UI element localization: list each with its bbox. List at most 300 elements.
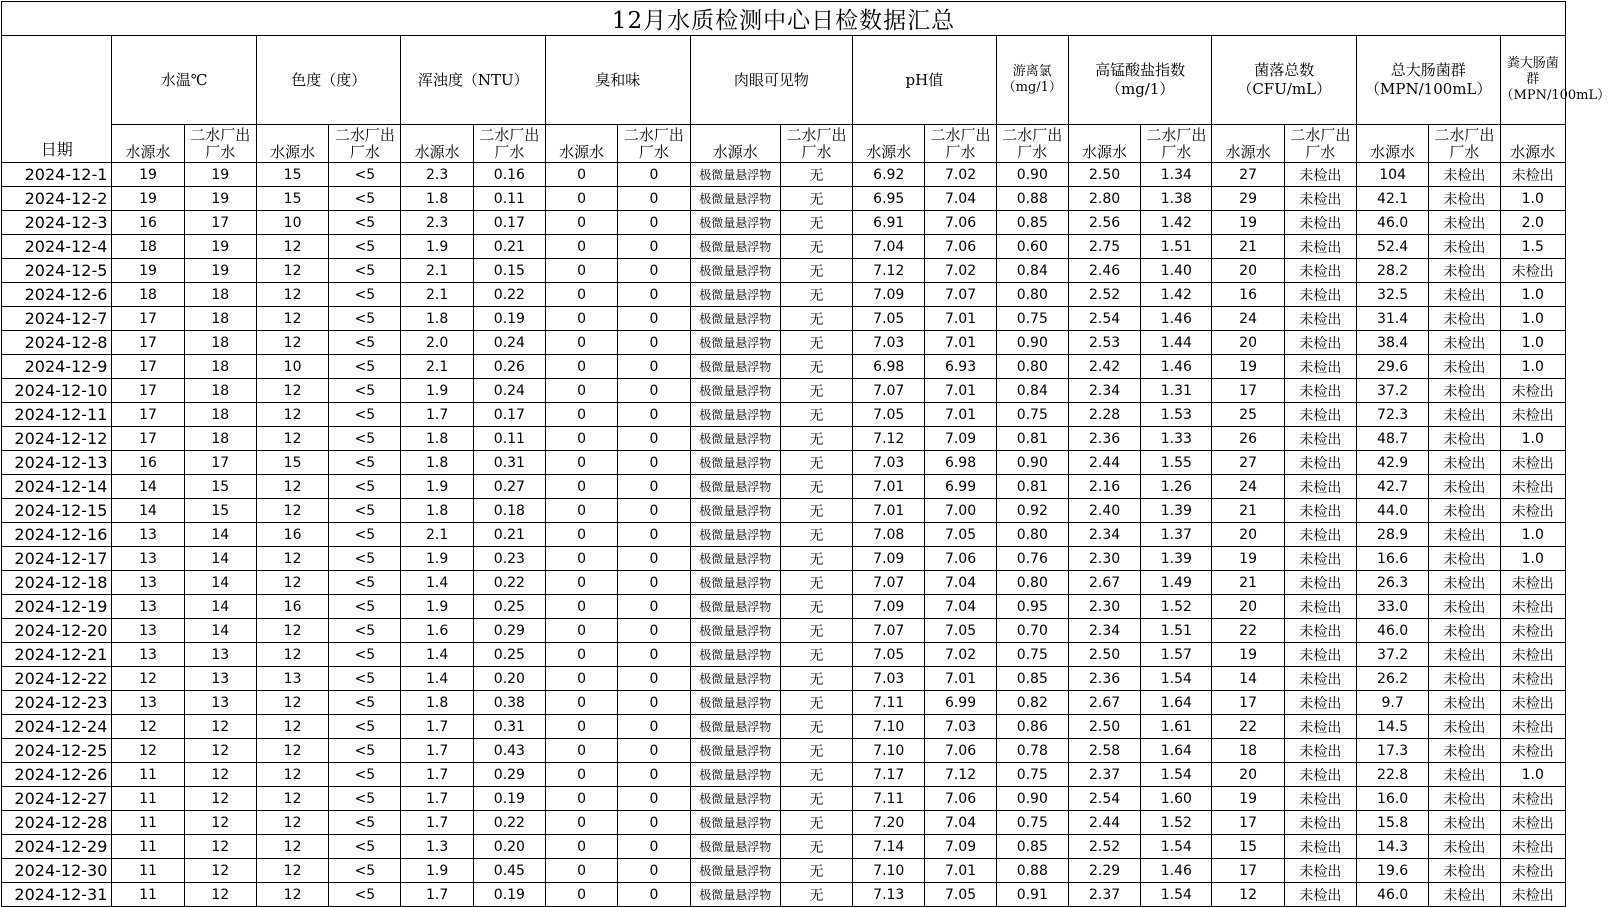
permanganate-source-cell: 2.56 [1068, 211, 1140, 235]
visible-source-cell: 极微量悬浮物 [690, 859, 780, 883]
visible-plant-cell: 无 [780, 619, 852, 643]
colony-source-cell: 22 [1212, 715, 1284, 739]
date-cell: 2024-12-20 [2, 619, 112, 643]
visible-source-cell: 极微量悬浮物 [690, 259, 780, 283]
permanganate-source-cell: 2.52 [1068, 835, 1140, 859]
chroma-plant-cell: <5 [329, 811, 401, 835]
turbidity-plant-cell: 0.22 [473, 283, 545, 307]
total-coliform-plant-cell: 未检出 [1429, 427, 1500, 451]
chroma-source-cell: 16 [256, 595, 328, 619]
date-cell: 2024-12-21 [2, 643, 112, 667]
chroma-plant-cell: <5 [329, 691, 401, 715]
total-coliform-plant-cell: 未检出 [1429, 859, 1500, 883]
odor-plant-cell: 0 [618, 595, 690, 619]
odor-source-cell: 0 [546, 715, 618, 739]
total-coliform-source-cell: 29.6 [1356, 355, 1428, 379]
permanganate-plant-cell: 1.54 [1141, 835, 1212, 859]
ph-plant-cell: 7.04 [925, 595, 996, 619]
free-chlorine-plant-cell: 0.84 [996, 259, 1068, 283]
free-chlorine-plant-cell: 0.76 [996, 547, 1068, 571]
turbidity-plant-cell: 0.11 [473, 187, 545, 211]
colony-plant-cell: 未检出 [1284, 739, 1356, 763]
fecal-coliform-source-cell: 1.0 [1500, 355, 1565, 379]
total-coliform-source-cell: 26.3 [1356, 571, 1428, 595]
plant-effluent-subheader: 二水厂出厂水 [1284, 125, 1356, 163]
odor-plant-cell: 0 [618, 307, 690, 331]
temp-plant-cell: 18 [184, 355, 256, 379]
visible-source-cell: 极微量悬浮物 [690, 715, 780, 739]
total-coliform-plant-cell: 未检出 [1429, 451, 1500, 475]
chroma-source-cell: 12 [256, 475, 328, 499]
date-column-header: 日期 [2, 36, 112, 163]
visible-source-cell: 极微量悬浮物 [690, 787, 780, 811]
colony-plant-cell: 未检出 [1284, 403, 1356, 427]
temp-source-cell: 13 [112, 643, 184, 667]
permanganate-plant-cell: 1.61 [1141, 715, 1212, 739]
ph-plant-cell: 7.00 [925, 499, 996, 523]
visible-source-cell: 极微量悬浮物 [690, 403, 780, 427]
total-coliform-source-cell: 9.7 [1356, 691, 1428, 715]
total-coliform-plant-cell: 未检出 [1429, 883, 1500, 907]
free-chlorine-plant-cell: 0.60 [996, 235, 1068, 259]
visible-plant-cell: 无 [780, 211, 852, 235]
turbidity-plant-cell: 0.27 [473, 475, 545, 499]
temp-plant-cell: 19 [184, 163, 256, 187]
date-cell: 2024-12-22 [2, 667, 112, 691]
visible-plant-cell: 无 [780, 667, 852, 691]
table-row [2, 475, 1566, 499]
odor-source-cell: 0 [546, 331, 618, 355]
odor-source-cell: 0 [546, 691, 618, 715]
permanganate-source-cell: 2.36 [1068, 667, 1140, 691]
odor-plant-cell: 0 [618, 691, 690, 715]
ph-source-cell: 7.05 [853, 307, 925, 331]
visible-source-cell: 极微量悬浮物 [690, 883, 780, 907]
table-row [2, 427, 1566, 451]
free-chlorine-plant-cell: 0.82 [996, 691, 1068, 715]
colony-plant-cell: 未检出 [1284, 211, 1356, 235]
table-row [2, 187, 1566, 211]
total-coliform-plant-cell: 未检出 [1429, 403, 1500, 427]
odor-source-cell: 0 [546, 859, 618, 883]
colony-plant-cell: 未检出 [1284, 547, 1356, 571]
chroma-source-cell: 12 [256, 235, 328, 259]
fecal-coliform-source-cell: 1.0 [1500, 331, 1565, 355]
chroma-source-cell: 12 [256, 883, 328, 907]
date-cell: 2024-12-2 [2, 187, 112, 211]
total-coliform-source-cell: 16.6 [1356, 547, 1428, 571]
visible-source-cell: 极微量悬浮物 [690, 379, 780, 403]
chroma-source-cell: 12 [256, 499, 328, 523]
date-cell: 2024-12-28 [2, 811, 112, 835]
chroma-plant-cell: <5 [329, 787, 401, 811]
total-coliform-source-cell: 28.2 [1356, 259, 1428, 283]
permanganate-source-cell: 2.34 [1068, 379, 1140, 403]
visible-plant-cell: 无 [780, 691, 852, 715]
colony-source-cell: 21 [1212, 235, 1284, 259]
visible-plant-cell: 无 [780, 715, 852, 739]
total-coliform-source-cell: 17.3 [1356, 739, 1428, 763]
ph-plant-cell: 7.03 [925, 715, 996, 739]
visible-source-cell: 极微量悬浮物 [690, 451, 780, 475]
visible-plant-cell: 无 [780, 307, 852, 331]
total-coliform-plant-cell: 未检出 [1429, 763, 1500, 787]
ph-source-cell: 7.20 [853, 811, 925, 835]
temp-plant-cell: 19 [184, 187, 256, 211]
chroma-plant-cell: <5 [329, 883, 401, 907]
ph-plant-cell: 7.06 [925, 211, 996, 235]
odor-source-cell: 0 [546, 667, 618, 691]
turbidity-plant-cell: 0.21 [473, 523, 545, 547]
turbidity-source-cell: 1.8 [401, 451, 473, 475]
colony-plant-cell: 未检出 [1284, 499, 1356, 523]
fecal-coliform-source-cell: 未检出 [1500, 403, 1565, 427]
visible-plant-cell: 无 [780, 427, 852, 451]
total-coliform-plant-cell: 未检出 [1429, 211, 1500, 235]
temp-source-cell: 17 [112, 331, 184, 355]
colony-source-cell: 20 [1212, 595, 1284, 619]
fecal-coliform-source-cell: 2.0 [1500, 211, 1565, 235]
total-coliform-plant-cell: 未检出 [1429, 355, 1500, 379]
odor-plant-cell: 0 [618, 187, 690, 211]
total-coliform-source-cell: 37.2 [1356, 643, 1428, 667]
free-chlorine-plant-cell: 0.81 [996, 475, 1068, 499]
chroma-plant-cell: <5 [329, 475, 401, 499]
colony-plant-cell: 未检出 [1284, 283, 1356, 307]
total-coliform-source-cell: 31.4 [1356, 307, 1428, 331]
total-coliform-source-cell: 22.8 [1356, 763, 1428, 787]
total-coliform-plant-cell: 未检出 [1429, 595, 1500, 619]
colony-plant-cell: 未检出 [1284, 763, 1356, 787]
date-cell: 2024-12-9 [2, 355, 112, 379]
temp-source-cell: 12 [112, 739, 184, 763]
turbidity-source-cell: 1.3 [401, 835, 473, 859]
ph-plant-cell: 6.99 [925, 691, 996, 715]
chroma-plant-cell: <5 [329, 547, 401, 571]
visible-plant-cell: 无 [780, 235, 852, 259]
temp-plant-cell: 19 [184, 235, 256, 259]
temp-plant-cell: 13 [184, 691, 256, 715]
temp-plant-cell: 17 [184, 451, 256, 475]
permanganate-plant-cell: 1.64 [1141, 739, 1212, 763]
visible-plant-cell: 无 [780, 763, 852, 787]
table-row [2, 307, 1566, 331]
ph-source-cell: 7.10 [853, 715, 925, 739]
total-coliform-source-cell: 28.9 [1356, 523, 1428, 547]
temp-plant-cell: 18 [184, 307, 256, 331]
date-cell: 2024-12-19 [2, 595, 112, 619]
odor-source-cell: 0 [546, 547, 618, 571]
visible-source-cell: 极微量悬浮物 [690, 163, 780, 187]
odor-source-cell: 0 [546, 307, 618, 331]
fecal-coliform-source-cell: 未检出 [1500, 475, 1565, 499]
total-coliform-source-cell: 52.4 [1356, 235, 1428, 259]
fecal-coliform-source-cell: 未检出 [1500, 499, 1565, 523]
temp-source-cell: 11 [112, 763, 184, 787]
odor-source-cell: 0 [546, 811, 618, 835]
permanganate-plant-cell: 1.49 [1141, 571, 1212, 595]
odor-source-cell: 0 [546, 187, 618, 211]
table-row [2, 859, 1566, 883]
colony-plant-cell: 未检出 [1284, 307, 1356, 331]
colony-plant-cell: 未检出 [1284, 331, 1356, 355]
chroma-plant-cell: <5 [329, 595, 401, 619]
colony-plant-cell: 未检出 [1284, 235, 1356, 259]
chroma-source-cell: 12 [256, 307, 328, 331]
odor-source-cell: 0 [546, 259, 618, 283]
chroma-plant-cell: <5 [329, 763, 401, 787]
odor-plant-cell: 0 [618, 859, 690, 883]
chroma-source-cell: 12 [256, 379, 328, 403]
ph-plant-cell: 7.06 [925, 235, 996, 259]
fecal-coliform-source-cell: 1.0 [1500, 763, 1565, 787]
permanganate-plant-cell: 1.44 [1141, 331, 1212, 355]
odor-source-cell: 0 [546, 787, 618, 811]
permanganate-plant-cell: 1.26 [1141, 475, 1212, 499]
odor-source-cell: 0 [546, 403, 618, 427]
odor-source-cell: 0 [546, 211, 618, 235]
visible-plant-cell: 无 [780, 595, 852, 619]
turbidity-plant-cell: 0.17 [473, 403, 545, 427]
ph-plant-cell: 6.93 [925, 355, 996, 379]
temp-source-cell: 19 [112, 187, 184, 211]
table-row [2, 331, 1566, 355]
ph-source-cell: 7.05 [853, 643, 925, 667]
chroma-plant-cell: <5 [329, 211, 401, 235]
odor-source-cell: 0 [546, 475, 618, 499]
ph-plant-cell: 7.04 [925, 187, 996, 211]
table-row [2, 571, 1566, 595]
free-chlorine-plant-cell: 0.85 [996, 667, 1068, 691]
chroma-source-cell: 12 [256, 259, 328, 283]
turbidity-plant-cell: 0.20 [473, 835, 545, 859]
odor-source-cell: 0 [546, 163, 618, 187]
ph-source-cell: 7.12 [853, 427, 925, 451]
ph-plant-cell: 7.05 [925, 883, 996, 907]
fecal-coliform-source-cell: 未检出 [1500, 667, 1565, 691]
ph-source-cell: 7.09 [853, 547, 925, 571]
colony-plant-cell: 未检出 [1284, 571, 1356, 595]
date-cell: 2024-12-10 [2, 379, 112, 403]
fecal-coliform-source-cell: 1.0 [1500, 523, 1565, 547]
ph-source-cell: 7.14 [853, 835, 925, 859]
permanganate-plant-cell: 1.51 [1141, 619, 1212, 643]
fecal-coliform-header: 粪大肠菌群（MPN/100mL） [1500, 36, 1565, 125]
permanganate-plant-cell: 1.37 [1141, 523, 1212, 547]
free-chlorine-plant-cell: 0.70 [996, 619, 1068, 643]
odor-plant-cell: 0 [618, 763, 690, 787]
turbidity-source-cell: 1.9 [401, 235, 473, 259]
visible-source-cell: 极微量悬浮物 [690, 571, 780, 595]
total-coliform-plant-cell: 未检出 [1429, 523, 1500, 547]
temp-plant-cell: 14 [184, 547, 256, 571]
chroma-plant-cell: <5 [329, 619, 401, 643]
chroma-plant-cell: <5 [329, 403, 401, 427]
ph-source-cell: 7.01 [853, 475, 925, 499]
chroma-plant-cell: <5 [329, 667, 401, 691]
total-coliform-plant-cell: 未检出 [1429, 739, 1500, 763]
colony-plant-cell: 未检出 [1284, 259, 1356, 283]
temp-source-cell: 17 [112, 379, 184, 403]
date-cell: 2024-12-4 [2, 235, 112, 259]
permanganate-plant-cell: 1.53 [1141, 403, 1212, 427]
turbidity-source-cell: 1.7 [401, 811, 473, 835]
turbidity-source-cell: 1.4 [401, 667, 473, 691]
total-coliform-plant-cell: 未检出 [1429, 835, 1500, 859]
table-row [2, 379, 1566, 403]
permanganate-plant-cell: 1.38 [1141, 187, 1212, 211]
fecal-coliform-source-cell: 1.5 [1500, 235, 1565, 259]
colony-plant-cell: 未检出 [1284, 595, 1356, 619]
turbidity-source-cell: 2.1 [401, 283, 473, 307]
fecal-coliform-source-cell: 未检出 [1500, 595, 1565, 619]
total-coliform-plant-cell: 未检出 [1429, 187, 1500, 211]
fecal-coliform-source-cell: 1.0 [1500, 283, 1565, 307]
turbidity-plant-cell: 0.19 [473, 883, 545, 907]
turbidity-source-cell: 1.7 [401, 883, 473, 907]
total-coliform-plant-cell: 未检出 [1429, 259, 1500, 283]
visible-source-cell: 极微量悬浮物 [690, 523, 780, 547]
temp-plant-cell: 14 [184, 571, 256, 595]
total-coliform-plant-cell: 未检出 [1429, 283, 1500, 307]
visible-plant-cell: 无 [780, 259, 852, 283]
turbidity-plant-cell: 0.43 [473, 739, 545, 763]
turbidity-source-cell: 1.7 [401, 739, 473, 763]
table-row [2, 547, 1566, 571]
permanganate-plant-cell: 1.64 [1141, 691, 1212, 715]
temp-source-cell: 12 [112, 715, 184, 739]
temp-plant-cell: 12 [184, 883, 256, 907]
colony-plant-cell: 未检出 [1284, 451, 1356, 475]
turbidity-plant-cell: 0.24 [473, 331, 545, 355]
date-cell: 2024-12-17 [2, 547, 112, 571]
permanganate-source-cell: 2.52 [1068, 283, 1140, 307]
turbidity-source-cell: 1.6 [401, 619, 473, 643]
temp-source-cell: 13 [112, 619, 184, 643]
table-row [2, 403, 1566, 427]
permanganate-source-cell: 2.44 [1068, 811, 1140, 835]
chroma-plant-cell: <5 [329, 499, 401, 523]
chroma-source-cell: 12 [256, 427, 328, 451]
visible-source-cell: 极微量悬浮物 [690, 235, 780, 259]
chroma-source-cell: 12 [256, 403, 328, 427]
ph-plant-cell: 7.12 [925, 763, 996, 787]
ph-plant-cell: 7.06 [925, 787, 996, 811]
chroma-plant-cell: <5 [329, 379, 401, 403]
turbidity-source-cell: 1.7 [401, 787, 473, 811]
temp-plant-cell: 19 [184, 259, 256, 283]
colony-source-cell: 26 [1212, 427, 1284, 451]
total-coliform-plant-cell: 未检出 [1429, 619, 1500, 643]
temp-source-cell: 16 [112, 211, 184, 235]
colony-plant-cell: 未检出 [1284, 427, 1356, 451]
visible-source-cell: 极微量悬浮物 [690, 427, 780, 451]
permanganate-source-cell: 2.16 [1068, 475, 1140, 499]
fecal-coliform-source-cell: 1.0 [1500, 187, 1565, 211]
total-coliform-source-cell: 33.0 [1356, 595, 1428, 619]
permanganate-source-cell: 2.80 [1068, 187, 1140, 211]
visible-source-cell: 极微量悬浮物 [690, 499, 780, 523]
odor-source-cell: 0 [546, 379, 618, 403]
ph-plant-cell: 7.05 [925, 619, 996, 643]
colony-plant-cell: 未检出 [1284, 691, 1356, 715]
ph-source-cell: 7.04 [853, 235, 925, 259]
chroma-plant-cell: <5 [329, 859, 401, 883]
free-chlorine-header: 游离氯（mg/1） [996, 36, 1068, 125]
colony-plant-cell: 未检出 [1284, 667, 1356, 691]
ph-source-cell: 7.01 [853, 499, 925, 523]
chroma-plant-cell: <5 [329, 163, 401, 187]
colony-source-cell: 20 [1212, 331, 1284, 355]
colony-plant-cell: 未检出 [1284, 355, 1356, 379]
free-chlorine-plant-cell: 0.91 [996, 883, 1068, 907]
odor-plant-cell: 0 [618, 787, 690, 811]
chroma-source-cell: 15 [256, 187, 328, 211]
turbidity-source-cell: 1.7 [401, 763, 473, 787]
turbidity-plant-cell: 0.16 [473, 163, 545, 187]
ph-source-cell: 6.92 [853, 163, 925, 187]
free-chlorine-plant-cell: 0.92 [996, 499, 1068, 523]
odor-source-cell: 0 [546, 595, 618, 619]
permanganate-plant-cell: 1.46 [1141, 307, 1212, 331]
table-row [2, 643, 1566, 667]
odor-source-cell: 0 [546, 235, 618, 259]
sheet-title: 12月水质检测中心日检数据汇总 [2, 2, 1566, 36]
date-cell: 2024-12-3 [2, 211, 112, 235]
odor-plant-cell: 0 [618, 883, 690, 907]
turbidity-source-cell: 1.9 [401, 475, 473, 499]
visible-plant-cell: 无 [780, 859, 852, 883]
colony-source-cell: 21 [1212, 571, 1284, 595]
ph-source-cell: 7.12 [853, 259, 925, 283]
permanganate-source-cell: 2.67 [1068, 691, 1140, 715]
colony-source-cell: 22 [1212, 619, 1284, 643]
turbidity-plant-cell: 0.17 [473, 211, 545, 235]
plant-effluent-subheader: 二水厂出厂水 [1429, 125, 1500, 163]
chroma-plant-cell: <5 [329, 835, 401, 859]
total-coliform-source-cell: 42.1 [1356, 187, 1428, 211]
odor-plant-cell: 0 [618, 739, 690, 763]
visible-plant-cell: 无 [780, 547, 852, 571]
temp-plant-cell: 12 [184, 763, 256, 787]
chroma-source-cell: 12 [256, 643, 328, 667]
temp-plant-cell: 18 [184, 379, 256, 403]
total-coliform-source-cell: 42.9 [1356, 451, 1428, 475]
temp-source-cell: 13 [112, 691, 184, 715]
permanganate-source-cell: 2.67 [1068, 571, 1140, 595]
source-water-subheader: 水源水 [401, 125, 473, 163]
odor-plant-cell: 0 [618, 283, 690, 307]
ph-source-cell: 7.10 [853, 739, 925, 763]
visible-plant-cell: 无 [780, 811, 852, 835]
total-coliform-source-cell: 46.0 [1356, 619, 1428, 643]
chroma-plant-cell: <5 [329, 235, 401, 259]
turbidity-source-cell: 1.7 [401, 403, 473, 427]
odor-source-cell: 0 [546, 451, 618, 475]
colony-source-cell: 21 [1212, 499, 1284, 523]
colony-plant-cell: 未检出 [1284, 523, 1356, 547]
fecal-coliform-source-cell: 未检出 [1500, 787, 1565, 811]
source-water-subheader: 水源水 [112, 125, 184, 163]
date-cell: 2024-12-27 [2, 787, 112, 811]
temp-plant-cell: 12 [184, 859, 256, 883]
total-coliform-plant-cell: 未检出 [1429, 235, 1500, 259]
table-row [2, 619, 1566, 643]
turbidity-plant-cell: 0.29 [473, 763, 545, 787]
chroma-source-cell: 12 [256, 331, 328, 355]
ph-source-cell: 7.11 [853, 691, 925, 715]
turbidity-source-cell: 2.1 [401, 355, 473, 379]
